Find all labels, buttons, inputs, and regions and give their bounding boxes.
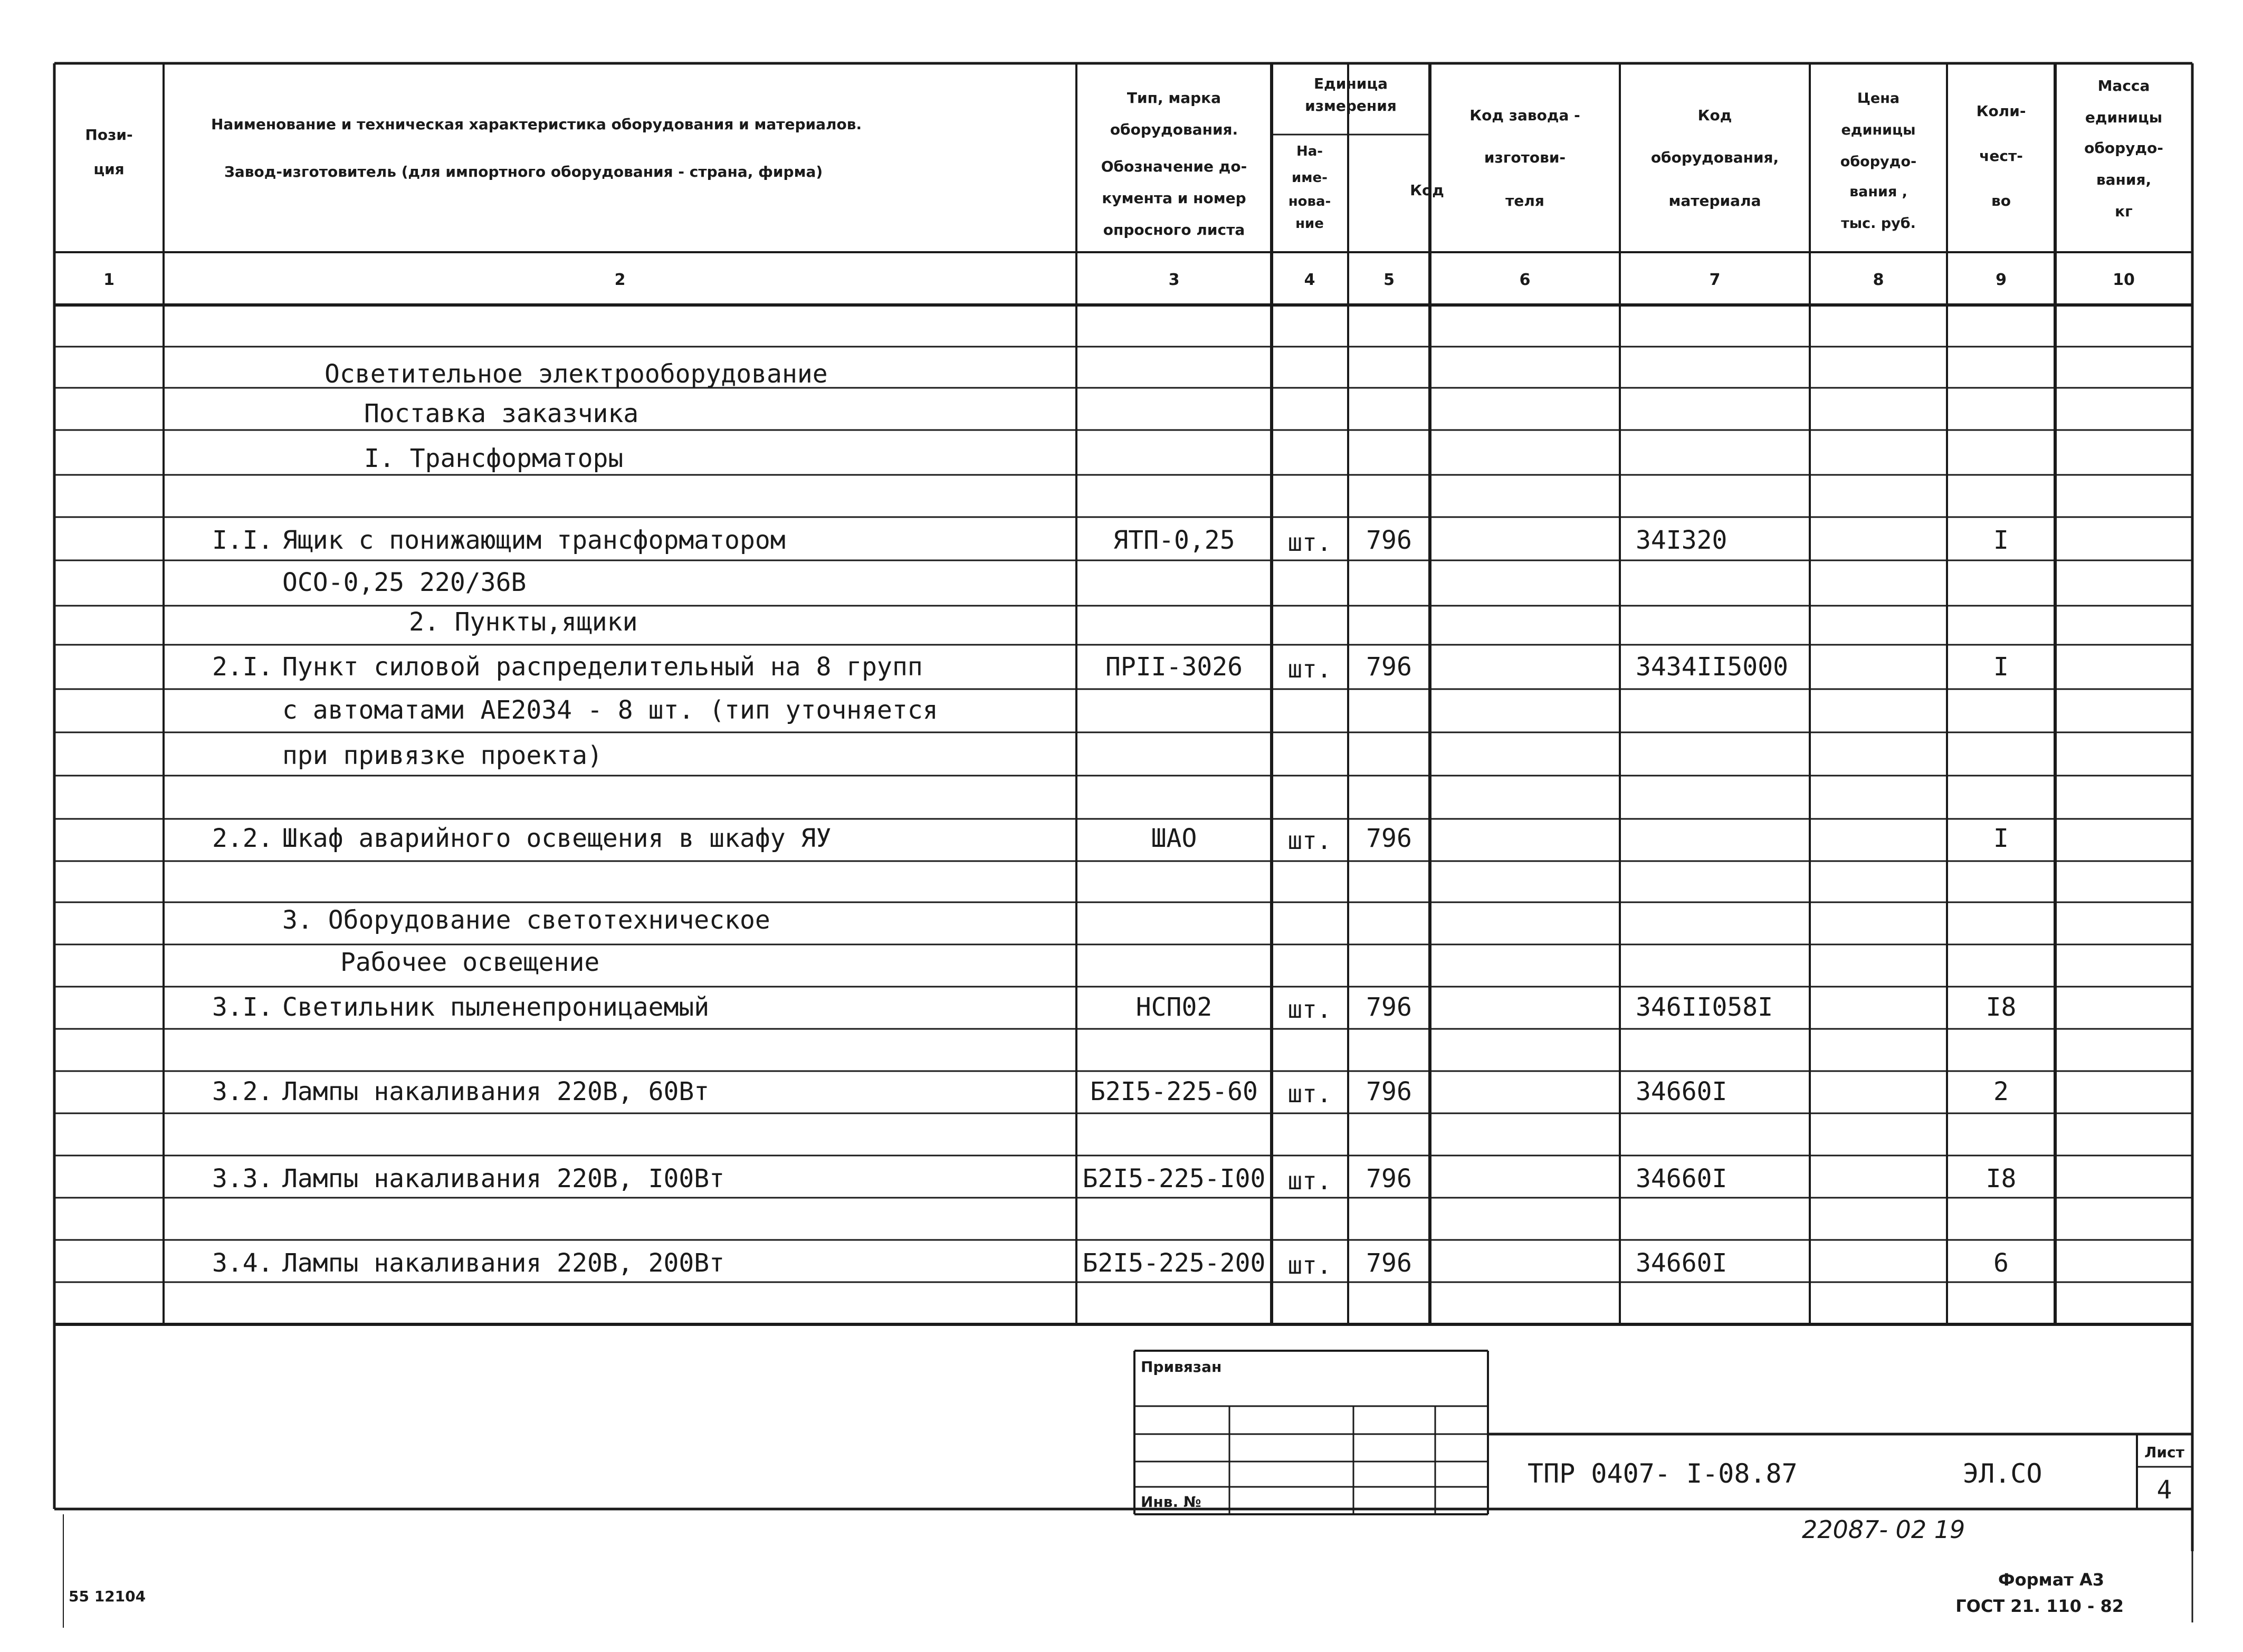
handwritten-number: 22087- 02 19: [1802, 1515, 1965, 1544]
header-type-label: Обозначение до-: [1101, 158, 1247, 175]
row-unit-name: шт.: [1287, 655, 1332, 683]
document-code: ТПР 0407- I-08.87: [1528, 1458, 1798, 1489]
column-number-5: 5: [1383, 271, 1395, 289]
header-manufacturer-code-label: изготови-: [1484, 149, 1566, 166]
row-material-code: 34I320: [1636, 526, 1727, 555]
row-unit-name: шт.: [1287, 995, 1332, 1024]
row-unit-code: 796: [1366, 824, 1412, 853]
row-item-name: Пункт силовой распределительный на 8 групп: [282, 652, 923, 682]
header-unit-label: измерения: [1305, 97, 1397, 114]
row-heading: ОСО-0,25 220/36В: [282, 568, 527, 597]
header-quantity-label: во: [1991, 192, 2011, 209]
header-name-label: Наименование и техническая характеристика оборудования и материалов.: [211, 116, 862, 133]
row-unit-name: шт.: [1287, 1167, 1332, 1195]
header-unit-name-label: На-: [1296, 144, 1323, 159]
header-type-label: Тип, марка: [1127, 89, 1221, 107]
row-type-mark: ШАО: [1151, 824, 1197, 853]
header-material-code-label: оборудования,: [1650, 149, 1779, 166]
column-number-10: 10: [2113, 271, 2135, 289]
row-item-name: Лампы накаливания 220В, 60Вт: [282, 1077, 710, 1106]
column-number-8: 8: [1873, 271, 1884, 289]
row-unit-code: 796: [1366, 1077, 1412, 1106]
row-position-number: 3.2.: [212, 1077, 273, 1106]
header-position-label: ция: [93, 160, 125, 178]
row-heading: 3. Оборудование светотехническое: [282, 905, 770, 935]
header-price-label: тыс. руб.: [1841, 215, 1916, 232]
header-material-code-label: Код: [1697, 107, 1732, 124]
header-unit-name-label: ние: [1295, 216, 1324, 232]
row-position-number: I.I.: [212, 526, 273, 555]
row-unit-code: 796: [1366, 992, 1412, 1022]
format-label: Формат А3: [1998, 1570, 2104, 1590]
row-quantity: I8: [1986, 992, 2017, 1022]
header-price-label: вания ,: [1849, 184, 1907, 200]
row-heading: Рабочее освещение: [340, 948, 600, 977]
row-unit-name: шт.: [1287, 1080, 1332, 1108]
row-unit-code: 796: [1366, 652, 1412, 682]
header-position-label: Пози-: [85, 126, 133, 144]
archive-code: 55 12104: [69, 1588, 146, 1605]
row-material-code: 3434II5000: [1636, 652, 1788, 682]
row-unit-name: шт.: [1287, 1251, 1332, 1279]
header-price-label: оборудо-: [1840, 154, 1917, 170]
header-manufacturer-code-label: Код завода -: [1469, 107, 1580, 124]
header-type-label: кумента и номер: [1102, 189, 1246, 207]
header-mass-label: вания,: [2096, 171, 2152, 188]
header-type-label: опросного листа: [1103, 221, 1245, 238]
row-unit-code: 796: [1366, 526, 1412, 555]
row-item-name: Лампы накаливания 220В, I00Вт: [282, 1164, 725, 1193]
header-unit-name-label: нова-: [1288, 194, 1331, 209]
row-heading: Осветительное электрооборудование: [324, 359, 828, 389]
row-unit-name: шт.: [1287, 528, 1332, 557]
row-quantity: I: [1993, 526, 2009, 555]
header-mass-label: единицы: [2085, 109, 2163, 126]
row-heading: 2. Пункты,ящики: [409, 607, 638, 637]
row-unit-name: шт.: [1287, 826, 1332, 855]
row-type-mark: НСП02: [1135, 992, 1213, 1022]
row-type-mark: ПРII-3026: [1105, 652, 1243, 682]
header-manufacturer-label: Завод-изготовитель (для импортного оборудования - страна, фирма): [224, 163, 823, 180]
document-section: ЭЛ.СО: [1963, 1458, 2042, 1489]
column-number-2: 2: [614, 271, 626, 289]
row-heading: при привязке проекта): [282, 741, 603, 770]
row-type-mark: Б2I5-225-60: [1090, 1077, 1258, 1106]
header-unit-label: Единица: [1314, 75, 1388, 92]
row-type-mark: Б2I5-225-200: [1082, 1248, 1266, 1278]
row-item-name: Ящик с понижающим трансформатором: [282, 526, 786, 555]
row-position-number: 3.I.: [212, 992, 273, 1022]
row-heading: Поставка заказчика: [364, 399, 639, 428]
row-unit-code: 796: [1366, 1164, 1412, 1193]
header-mass-label: оборудо-: [2084, 139, 2163, 157]
header-type-label: оборудования.: [1110, 121, 1238, 138]
row-quantity: I: [1993, 652, 2009, 682]
header-mass-label: кг: [2115, 203, 2133, 220]
stamp-linked-label: Привязан: [1141, 1358, 1222, 1376]
row-quantity: I8: [1986, 1164, 2017, 1193]
row-item-name: Лампы накаливания 220В, 200Вт: [282, 1248, 725, 1278]
row-unit-code: 796: [1366, 1248, 1412, 1278]
header-price-label: Цена: [1857, 90, 1900, 107]
column-number-6: 6: [1519, 271, 1531, 289]
row-material-code: 346II058I: [1636, 992, 1773, 1022]
row-material-code: 34660I: [1636, 1077, 1727, 1106]
header-quantity-label: Коли-: [1976, 102, 2026, 120]
column-number-1: 1: [103, 271, 114, 289]
gost-label: ГОСТ 21. 110 - 82: [1955, 1596, 2124, 1616]
row-material-code: 34660I: [1636, 1248, 1727, 1278]
header-price-label: единицы: [1841, 122, 1916, 138]
row-type-mark: Б2I5-225-I00: [1082, 1164, 1266, 1193]
row-material-code: 34660I: [1636, 1164, 1727, 1193]
header-manufacturer-code-label: теля: [1505, 192, 1544, 209]
row-heading: с автоматами АЕ2034 - 8 шт. (тип уточняется: [282, 695, 938, 725]
column-number-9: 9: [1996, 271, 2007, 289]
row-item-name: Шкаф аварийного освещения в шкафу ЯУ: [282, 824, 832, 853]
header-unit-code-label: Код: [1410, 182, 1444, 199]
row-quantity: 6: [1993, 1248, 2009, 1278]
header-material-code-label: материала: [1668, 192, 1761, 209]
row-item-name: Светильник пыленепроницаемый: [282, 992, 710, 1022]
row-position-number: 2.I.: [212, 652, 273, 682]
column-number-7: 7: [1709, 271, 1721, 289]
header-unit-name-label: име-: [1292, 170, 1328, 186]
row-heading: I. Трансформаторы: [364, 444, 624, 473]
header-mass-label: Масса: [2097, 77, 2150, 94]
stamp-inventory-label: Инв. №: [1141, 1493, 1201, 1511]
row-position-number: 3.4.: [212, 1248, 273, 1278]
sheet-label: Лист: [2144, 1444, 2184, 1461]
row-quantity: I: [1993, 824, 2009, 853]
header-quantity-label: чест-: [1979, 147, 2023, 165]
sheet-number: 4: [2156, 1475, 2172, 1505]
row-quantity: 2: [1993, 1077, 2009, 1106]
column-number-3: 3: [1168, 271, 1180, 289]
row-type-mark: ЯТП-0,25: [1113, 526, 1235, 555]
row-position-number: 2.2.: [212, 824, 273, 853]
row-position-number: 3.3.: [212, 1164, 273, 1193]
column-number-4: 4: [1304, 271, 1315, 289]
